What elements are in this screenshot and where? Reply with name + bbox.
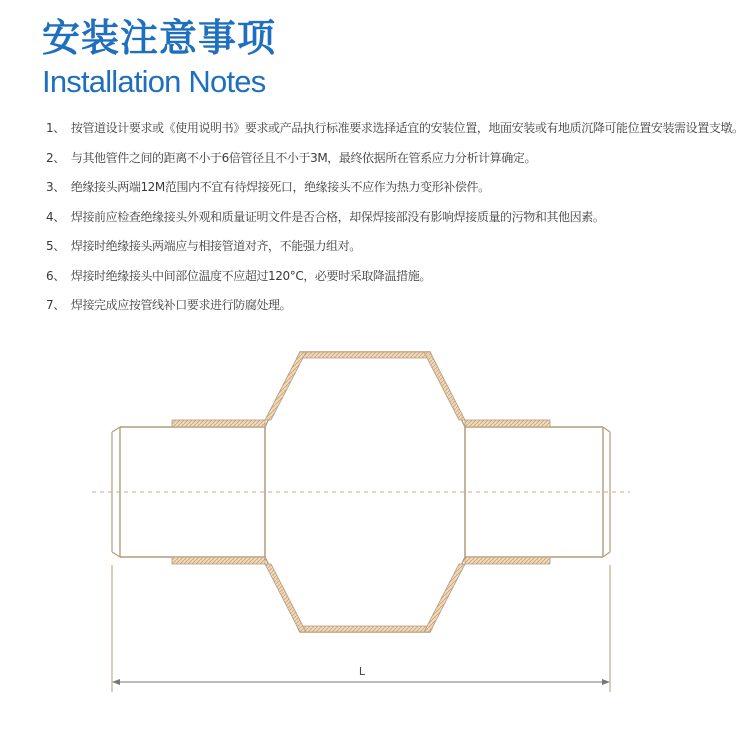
right-bottom-coating [465,557,550,564]
note-number: 3、 [46,180,65,194]
note-text: 按管道设计要求或《使用说明书》要求或产品执行标准要求选择适宜的安装位置，地面安装或有地质沉降可能位置安装需设置支墩。 [70,121,744,135]
note-number: 1、 [46,121,65,135]
insulation-joint-diagram [0,330,750,750]
installation-notes-list [46,114,744,321]
note-item [46,144,726,174]
right-top-coating [465,420,550,427]
note-item [46,173,726,203]
note-number: 2、 [46,150,65,165]
left-bottom-coating [172,557,265,564]
note-text: 焊接前应检查绝缘接头外观和质量证明文件是否合格，却保焊接部没有影响焊接质量的污物和其他因素。 [70,209,605,224]
body-bottom-coating [300,626,430,632]
note-item [46,232,726,262]
note-item [46,114,744,144]
note-text: 与其他管件之间的距离不小于6倍管径且不小于3M，最终依据所在管系应力分析计算确定。 [70,150,537,165]
note-item [46,262,726,292]
note-text: 焊接时绝缘接头两端应与相接管道对齐，不能强力组对。 [70,239,361,253]
note-number: 5、 [46,239,65,253]
left-top-coating [172,420,265,427]
note-text: 绝缘接头两端12M范围内不宜有待焊接死口，绝缘接头不应作为热力变形补偿件。 [70,180,490,194]
page-subtitle: Installation Notes [42,64,266,99]
page-title: 安装注意事项 [42,16,277,60]
dimension-label: L [358,665,366,678]
note-number: 6、 [46,268,65,283]
note-text: 焊接时绝缘接头中间部位温度不应超过120°C，必要时采取降温措施。 [70,268,431,283]
body-top-coating [300,352,430,358]
note-text: 焊接完成应按管线补口要求进行防腐处理。 [70,298,292,312]
note-number: 7、 [46,298,65,312]
note-item [46,291,726,321]
note-item [46,203,726,233]
note-number: 4、 [46,209,65,224]
